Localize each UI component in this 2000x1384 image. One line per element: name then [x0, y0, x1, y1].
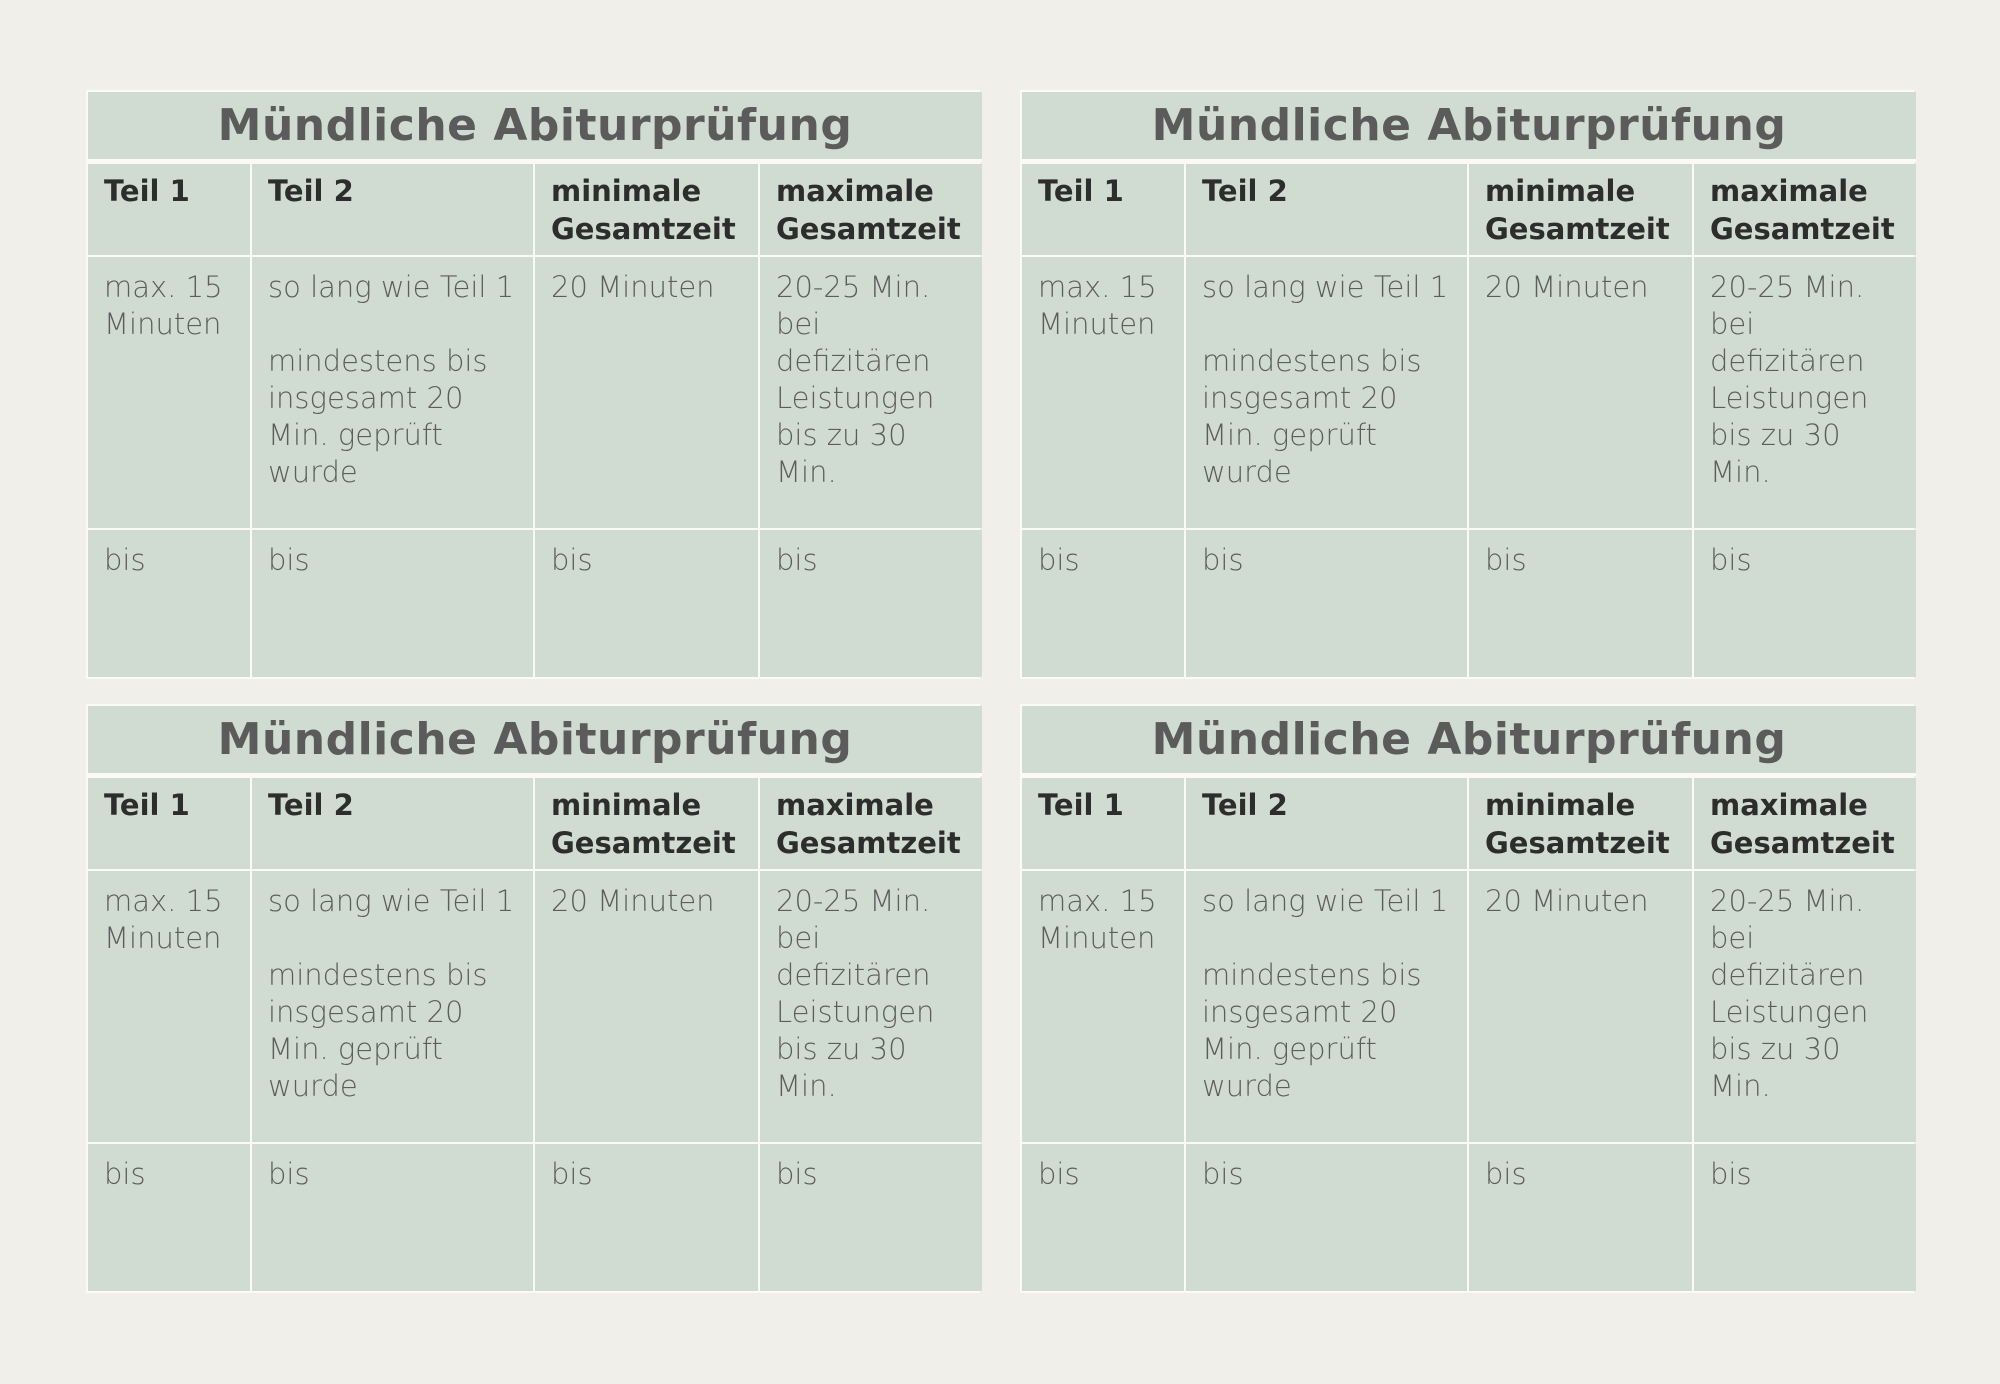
header-maximale-gesamtzeit [1694, 164, 1916, 255]
teil-1-line-1: max. 15 [104, 884, 223, 918]
spacer [1202, 306, 1453, 343]
cell-maximale-gesamtzeit [1694, 257, 1916, 528]
cell-teil-2-duration [1186, 871, 1467, 1142]
teil-2-line-4: Min. geprüft [1202, 418, 1377, 452]
header-teil-2 [252, 778, 533, 869]
max-bis-label: bis [1710, 543, 1752, 577]
header-max-line-1: maximale [1710, 788, 1868, 822]
cell-minimale-gesamtzeit [1469, 257, 1692, 528]
header-teil-2-label: Teil 2 [268, 174, 354, 208]
teil-2-bis-label: bis [1202, 543, 1244, 577]
header-max-line-2: Gesamtzeit [1710, 826, 1895, 860]
header-teil-2 [252, 164, 533, 255]
teil-2-line-5: wurde [268, 1069, 358, 1103]
header-min-line-2: Gesamtzeit [1485, 826, 1670, 860]
header-teil-2-label: Teil 2 [268, 788, 354, 822]
cell-teil-1-bis [88, 530, 250, 677]
teil-2-line-4: Min. geprüft [268, 418, 443, 452]
teil-2-line-5: wurde [268, 455, 358, 489]
min-bis-label: bis [551, 543, 593, 577]
header-max-line-2: Gesamtzeit [776, 212, 961, 246]
teil-2-line-3: insgesamt 20 [1202, 995, 1398, 1029]
max-line-1: 20-25 Min. [1710, 270, 1865, 304]
cell-minimale-gesamtzeit [1469, 871, 1692, 1142]
exam-card-3 [86, 704, 980, 1293]
teil-1-line-2: Minuten [104, 921, 222, 955]
teil-1-bis-label: bis [1038, 543, 1080, 577]
header-minimale-gesamtzeit [1469, 164, 1692, 255]
header-teil-1-label: Teil 1 [1038, 174, 1124, 208]
teil-2-line-3: insgesamt 20 [1202, 381, 1398, 415]
exam-card-4 [1020, 704, 1914, 1293]
header-min-line-1: minimale [1485, 788, 1636, 822]
header-teil-1 [88, 164, 250, 255]
header-minimale-gesamtzeit [535, 164, 758, 255]
exam-card-1 [86, 90, 980, 679]
max-line-4: Leistungen [776, 381, 935, 415]
max-line-6: Min. [776, 1069, 837, 1103]
header-min-line-1: minimale [551, 788, 702, 822]
cell-min-bis [1469, 530, 1692, 677]
cell-teil-1-duration [1022, 871, 1184, 1142]
teil-2-bis-label: bis [268, 1157, 310, 1191]
header-max-line-1: maximale [776, 788, 934, 822]
teil-2-bis-label: bis [1202, 1157, 1244, 1191]
max-line-2: bei [1710, 921, 1755, 955]
cell-maximale-gesamtzeit [760, 257, 982, 528]
header-max-line-1: maximale [1710, 174, 1868, 208]
min-value: 20 Minuten [1485, 884, 1649, 918]
card-title: Mündliche Abiturprüfung [1022, 706, 1916, 776]
header-minimale-gesamtzeit [1469, 778, 1692, 869]
max-line-3: defizitären [1710, 958, 1865, 992]
header-teil-1-label: Teil 1 [104, 174, 190, 208]
spacer [1202, 920, 1453, 957]
header-teil-1-label: Teil 1 [1038, 788, 1124, 822]
max-line-3: defizitären [1710, 344, 1865, 378]
max-line-3: defizitären [776, 344, 931, 378]
header-min-line-2: Gesamtzeit [551, 826, 736, 860]
teil-1-bis-label: bis [104, 543, 146, 577]
teil-1-line-1: max. 15 [1038, 270, 1157, 304]
cell-teil-2-bis [1186, 1144, 1467, 1291]
cell-maximale-gesamtzeit [1694, 871, 1916, 1142]
cell-teil-2-bis [252, 1144, 533, 1291]
header-max-line-2: Gesamtzeit [1710, 212, 1895, 246]
card-title: Mündliche Abiturprüfung [88, 92, 982, 162]
cell-teil-2-bis [1186, 530, 1467, 677]
teil-2-line-5: wurde [1202, 1069, 1292, 1103]
min-value: 20 Minuten [551, 270, 715, 304]
teil-1-line-2: Minuten [104, 307, 222, 341]
header-min-line-1: minimale [1485, 174, 1636, 208]
teil-2-line-1: so lang wie Teil 1 [1202, 270, 1449, 304]
header-teil-1 [1022, 164, 1184, 255]
teil-1-bis-label: bis [1038, 1157, 1080, 1191]
cell-teil-2-bis [252, 530, 533, 677]
card-title: Mündliche Abiturprüfung [1022, 92, 1916, 162]
cell-maximale-gesamtzeit [760, 871, 982, 1142]
max-line-5: bis zu 30 [1710, 418, 1841, 452]
teil-2-line-2: mindestens bis [268, 344, 488, 378]
cell-teil-2-duration [252, 871, 533, 1142]
header-teil-1 [1022, 778, 1184, 869]
max-line-6: Min. [776, 455, 837, 489]
teil-1-line-2: Minuten [1038, 921, 1156, 955]
card-title: Mündliche Abiturprüfung [88, 706, 982, 776]
header-teil-1-label: Teil 1 [104, 788, 190, 822]
cell-teil-1-bis [88, 1144, 250, 1291]
max-line-1: 20-25 Min. [776, 270, 931, 304]
cell-teil-1-duration [88, 871, 250, 1142]
min-bis-label: bis [1485, 543, 1527, 577]
header-max-line-1: maximale [776, 174, 934, 208]
spacer [268, 306, 519, 343]
cell-teil-1-bis [1022, 1144, 1184, 1291]
header-min-line-2: Gesamtzeit [1485, 212, 1670, 246]
teil-2-line-1: so lang wie Teil 1 [1202, 884, 1449, 918]
teil-2-line-1: so lang wie Teil 1 [268, 270, 515, 304]
cell-minimale-gesamtzeit [535, 257, 758, 528]
max-line-1: 20-25 Min. [776, 884, 931, 918]
header-teil-1 [88, 778, 250, 869]
cell-min-bis [1469, 1144, 1692, 1291]
max-bis-label: bis [776, 543, 818, 577]
header-maximale-gesamtzeit [760, 778, 982, 869]
max-line-1: 20-25 Min. [1710, 884, 1865, 918]
max-line-4: Leistungen [1710, 995, 1869, 1029]
header-teil-2 [1186, 164, 1467, 255]
teil-1-line-2: Minuten [1038, 307, 1156, 341]
cell-teil-2-duration [252, 257, 533, 528]
cell-teil-1-duration [1022, 257, 1184, 528]
max-bis-label: bis [776, 1157, 818, 1191]
min-bis-label: bis [551, 1157, 593, 1191]
header-min-line-1: minimale [551, 174, 702, 208]
min-value: 20 Minuten [1485, 270, 1649, 304]
cell-teil-1-bis [1022, 530, 1184, 677]
max-line-2: bei [776, 307, 821, 341]
max-line-5: bis zu 30 [776, 418, 907, 452]
max-line-5: bis zu 30 [1710, 1032, 1841, 1066]
min-value: 20 Minuten [551, 884, 715, 918]
max-line-4: Leistungen [1710, 381, 1869, 415]
max-line-4: Leistungen [776, 995, 935, 1029]
teil-2-line-1: so lang wie Teil 1 [268, 884, 515, 918]
max-bis-label: bis [1710, 1157, 1752, 1191]
cell-max-bis [1694, 530, 1916, 677]
header-teil-2 [1186, 778, 1467, 869]
spacer [268, 920, 519, 957]
max-line-5: bis zu 30 [776, 1032, 907, 1066]
max-line-6: Min. [1710, 1069, 1771, 1103]
cell-max-bis [1694, 1144, 1916, 1291]
teil-2-line-2: mindestens bis [1202, 344, 1422, 378]
teil-2-line-5: wurde [1202, 455, 1292, 489]
max-line-2: bei [776, 921, 821, 955]
header-teil-2-label: Teil 2 [1202, 174, 1288, 208]
teil-1-line-1: max. 15 [104, 270, 223, 304]
max-line-3: defizitären [776, 958, 931, 992]
max-line-6: Min. [1710, 455, 1771, 489]
teil-2-line-3: insgesamt 20 [268, 381, 464, 415]
cell-max-bis [760, 1144, 982, 1291]
header-max-line-2: Gesamtzeit [776, 826, 961, 860]
cell-min-bis [535, 530, 758, 677]
header-teil-2-label: Teil 2 [1202, 788, 1288, 822]
cell-teil-2-duration [1186, 257, 1467, 528]
teil-2-line-2: mindestens bis [1202, 958, 1422, 992]
header-min-line-2: Gesamtzeit [551, 212, 736, 246]
header-maximale-gesamtzeit [1694, 778, 1916, 869]
max-line-2: bei [1710, 307, 1755, 341]
cell-max-bis [760, 530, 982, 677]
header-maximale-gesamtzeit [760, 164, 982, 255]
teil-2-line-2: mindestens bis [268, 958, 488, 992]
cell-min-bis [535, 1144, 758, 1291]
header-minimale-gesamtzeit [535, 778, 758, 869]
teil-1-bis-label: bis [104, 1157, 146, 1191]
teil-2-line-3: insgesamt 20 [268, 995, 464, 1029]
cell-minimale-gesamtzeit [535, 871, 758, 1142]
teil-1-line-1: max. 15 [1038, 884, 1157, 918]
teil-2-line-4: Min. geprüft [1202, 1032, 1377, 1066]
min-bis-label: bis [1485, 1157, 1527, 1191]
teil-2-line-4: Min. geprüft [268, 1032, 443, 1066]
teil-2-bis-label: bis [268, 543, 310, 577]
exam-card-2 [1020, 90, 1914, 679]
cell-teil-1-duration [88, 257, 250, 528]
